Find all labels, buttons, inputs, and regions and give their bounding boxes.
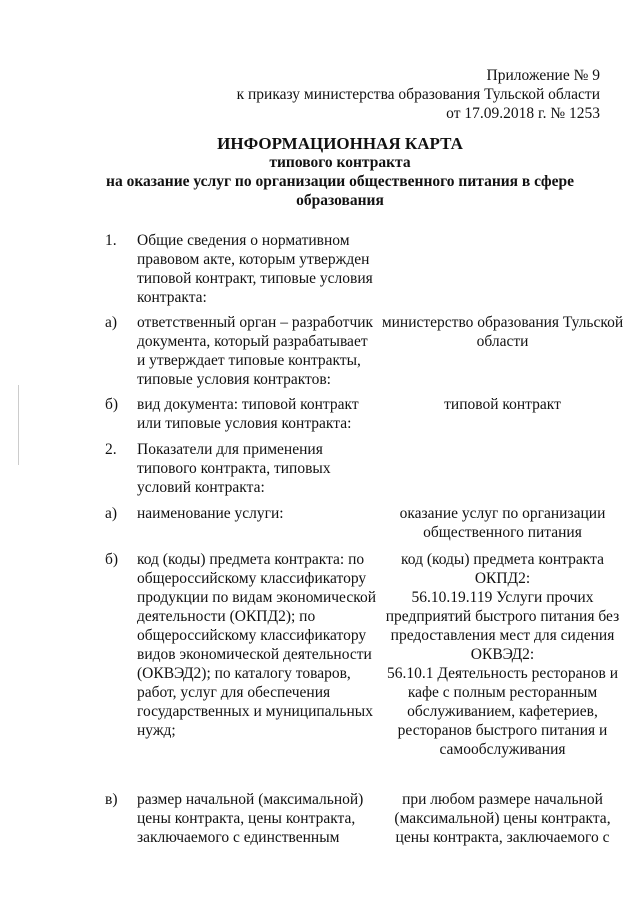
row-label: Показатели для применения типового контракта, типовых условий контракта: bbox=[137, 441, 331, 496]
title-subject: на оказание услуг по организации общественного питания в сфере bbox=[106, 173, 574, 190]
row-label: ответственный орган – разработчик документа, который разрабатывает и утверждает типовые контракты, типовые условия контрактов: bbox=[137, 314, 374, 388]
row-number: а) bbox=[105, 505, 118, 522]
row-label: вид документа: типовой контракт или типовые условия контракта: bbox=[137, 396, 359, 432]
row-number: 2. bbox=[105, 441, 117, 458]
row-value-text: типовой контракт bbox=[444, 396, 561, 413]
row-value-text: код (коды) предмета контракта ОКПД2: bbox=[401, 551, 604, 587]
row-label: Общие сведения о нормативном правовом акте, которым утвержден типовой контракт, типовые условия контракта: bbox=[137, 232, 373, 306]
document-title bbox=[60, 134, 620, 210]
row-number: б) bbox=[105, 551, 119, 568]
row-label: код (коды) предмета контракта: по общероссийскому классификатору продукции по видам экономической деятельности (ОКПД2); по общероссийскому классификатору видов экономической деятельности (ОКВЭД2); по каталогу товаров, работ, услуг для обеспечения государственных и муниципальных нужд; bbox=[137, 551, 376, 739]
approval-block bbox=[237, 66, 600, 123]
approval-order: к приказу министерства образования Тульской области bbox=[236, 86, 600, 103]
row-value bbox=[380, 790, 625, 847]
row-value-text: при любом размере начальной (максимальной) цены контракта, цены контракта, заключаемого с bbox=[394, 791, 611, 846]
title-sub: типового контракта bbox=[269, 154, 411, 171]
approval-appendix: Приложение № 9 bbox=[486, 67, 600, 84]
row-value-text: оказание услуг по организации общественного питания bbox=[399, 505, 606, 541]
approval-date: от 17.09.2018 г. № 1253 bbox=[446, 105, 600, 122]
row-number: б) bbox=[105, 396, 119, 413]
row-value-text: 56.10.1 Деятельность ресторанов и кафе с полным ресторанным обслуживанием, кафетериев, ресторанов быстрого питания и самообслуживания bbox=[386, 665, 618, 758]
scan-artifact-line bbox=[18, 385, 19, 465]
row-number: в) bbox=[105, 791, 118, 808]
row-label: наименование услуги: bbox=[137, 505, 284, 522]
row-value-text: ОКВЭД2: bbox=[470, 646, 535, 663]
row-value bbox=[380, 550, 625, 759]
title-main: ИНФОРМАЦИОННАЯ КАРТА bbox=[217, 134, 463, 153]
row-value bbox=[380, 395, 625, 414]
row-label: размер начальной (максимальной) цены контракта, цены контракта, заключаемого с единственным bbox=[137, 791, 364, 846]
row-number: а) bbox=[105, 314, 118, 331]
row-value bbox=[380, 504, 625, 542]
row-number: 1. bbox=[105, 232, 117, 249]
row-value-text: 56.10.19.119 Услуги прочих предприятий быстрого питания без предоставления мест для сидения bbox=[385, 589, 620, 644]
row-value-text: министерство образования Тульской области bbox=[381, 314, 624, 350]
title-subject-end: образования bbox=[296, 192, 384, 209]
row-value bbox=[380, 313, 625, 351]
